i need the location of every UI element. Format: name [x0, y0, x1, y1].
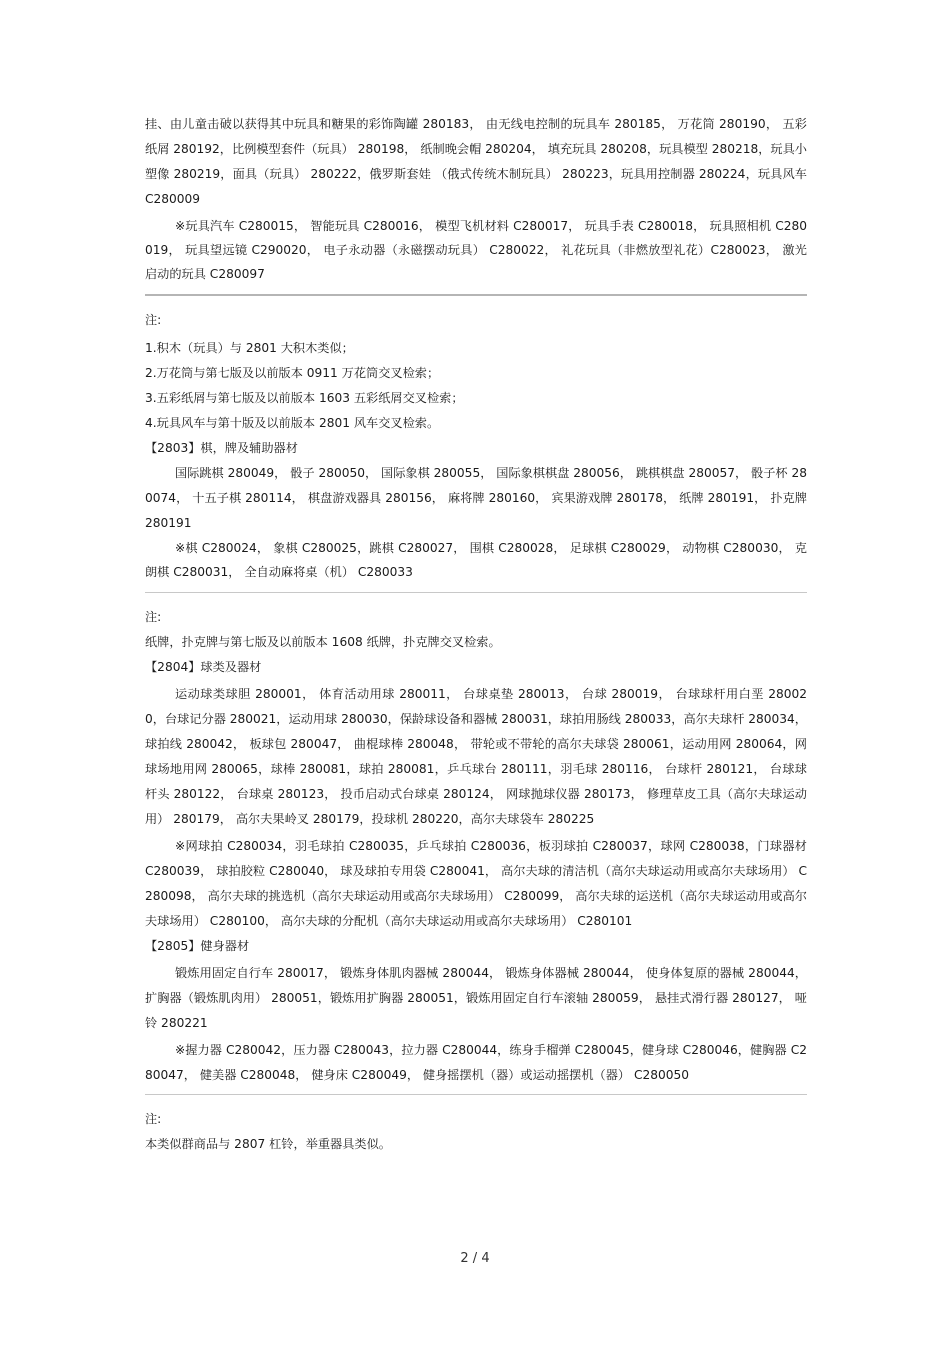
paragraph-2805-goods: 锻炼用固定自行车 280017， 锻炼身体肌肉器械 280044， 锻炼身体器械 280044， 使身体复原的器械 280044， 扩胸器（锻炼肌肉用） 280051，锻炼用扩胸器 280051，锻炼用固定自行车滚轴 280059， 悬挂式滑行器 280127， 哑铃 280221 [145, 966, 807, 1030]
section-divider [145, 294, 807, 296]
paragraph-2802-extra-goods: ※玩具汽车 C280015， 智能玩具 C280016， 模型飞机材料 C280017， 玩具手表 C280018， 玩具照相机 C280019， 玩具望远镜 C290020， 电子永动器（永磁摆动玩具） C280022， 礼花玩具（非燃放型礼花）C280023， 激光启动的玩具 C280097 [145, 219, 807, 281]
note-item: 纸牌，扑克牌与第七版及以前版本 1608 纸牌，扑克牌交叉检索。 [145, 635, 501, 649]
notes-label: 注: [145, 313, 162, 327]
section-heading-2803: 【2803】棋，牌及辅助器材 [145, 441, 298, 455]
section-divider [145, 1094, 807, 1095]
paragraph-2804-goods: 运动球类球胆 280001， 体育活动用球 280011， 台球桌垫 280013， 台球 280019， 台球球杆用白垩 280020，台球记分器 280021，运动用球 280030，保龄球设备和器械 280031，球拍用肠线 280033，高尔夫球杆 280034， 球拍线 280042， 板球包 280047， 曲棍球棒 280048， 带轮或不带轮的高尔夫球袋 280061，运动用网 280064，网球场地用网 280065，球棒 280081，球拍 280081，乒乓球台 280111，羽毛球 280116， 台球杆 280121， 台球球杆头 280122， 台球桌 280123， 投币启动式台球桌 280124， 网球抛球仪器 280173， 修理草皮工具（高尔夫球运动用） 280179， 高尔夫果岭叉 280179，投球机 280220，高尔夫球袋车 280225 [145, 687, 807, 826]
section-heading-2805: 【2805】健身器材 [145, 939, 250, 953]
notes-2803 [145, 605, 807, 655]
section-divider [145, 592, 807, 593]
notes-label: 注: [145, 610, 162, 624]
paragraph-2802-goods: 挂、由儿童击破以获得其中玩具和糖果的彩饰陶罐 280183， 由无线电控制的玩具车 280185， 万花筒 280190， 五彩纸屑 280192，比例模型套件（玩具） 280198， 纸制晚会帽 280204， 填充玩具 280208，玩具模型 280218，玩具小塑像 280219，面具（玩具） 280222，俄罗斯套娃 （俄式传统木制玩具） 280223，玩具用控制器 280224，玩具风车 C280009 [145, 117, 807, 206]
paragraph-2803-goods: 国际跳棋 280049， 骰子 280050， 国际象棋 280055， 国际象棋棋盘 280056， 跳棋棋盘 280057， 骰子杯 280074， 十五子棋 280114， 棋盘游戏器具 280156， 麻将牌 280160， 宾果游戏牌 280178， 纸牌 280191， 扑克牌 280191 [145, 466, 807, 530]
paragraph-2805-extra-goods: ※握力器 C280042，压力器 C280043，拉力器 C280044，练身手榴弹 C280045，健身球 C280046，健胸器 C280047， 健美器 C280048， 健身床 C280049， 健身摇摆机（器）或运动摇摆机（器） C280050 [145, 1043, 807, 1082]
paragraph-2804-extra-goods: ※网球拍 C280034，羽毛球拍 C280035，乒乓球拍 C280036，板羽球拍 C280037，球网 C280038，门球器材 C280039， 球拍胶粒 C280040， 球及球拍专用袋 C280041， 高尔夫球的清洁机（高尔夫球运动用或高尔夫球场用） C280098， 高尔夫球的挑选机（高尔夫球运动用或高尔夫球场用） C280099， 高尔夫球的运送机（高尔夫球运动用或高尔夫球场用） C280100， 高尔夫球的分配机（高尔夫球运动用或高尔夫球场用） C280101 [145, 839, 807, 928]
notes-2802 [145, 308, 807, 436]
note-item: 2.万花筒与第七版及以前版本 0911 万花筒交叉检索； [145, 366, 440, 380]
note-item: 1.积木（玩具）与 2801 大积木类似； [145, 341, 354, 355]
notes-2805 [145, 1107, 807, 1157]
notes-label: 注: [145, 1112, 162, 1126]
note-item: 4.玩具风车与第十版及以前版本 2801 风车交叉检索。 [145, 416, 440, 430]
document-body [145, 112, 807, 1157]
section-heading-2804: 【2804】球类及器材 [145, 660, 262, 674]
note-item: 本类似群商品与 2807 杠铃，举重器具类似。 [145, 1137, 391, 1151]
note-item: 3.五彩纸屑与第七版及以前版本 1603 五彩纸屑交叉检索； [145, 391, 464, 405]
paragraph-2803-extra-goods: ※棋 C280024， 象棋 C280025，跳棋 C280027， 围棋 C280028， 足球棋 C280029， 动物棋 C280030， 克朗棋 C280031， 全自动麻将桌（机） C280033 [145, 541, 807, 579]
page-number: 2 / 4 [460, 1251, 490, 1266]
